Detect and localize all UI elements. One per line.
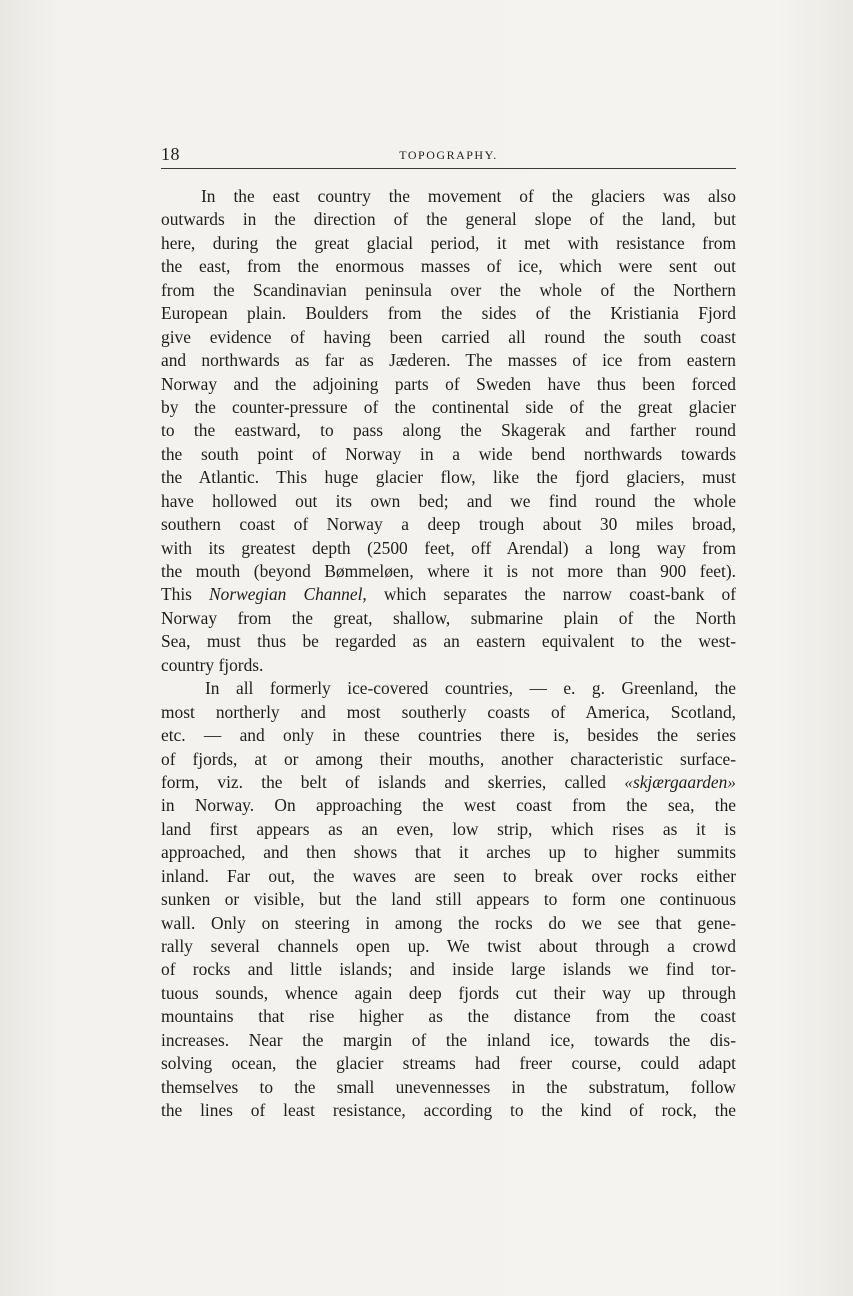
text-line: mountains that rise higher as the distance from the coast [161,1006,736,1027]
text-line: the Atlantic. This huge glacier flow, like the fjord glaciers, must [161,467,736,488]
text-line: outwards in the direction of the general slope of the land, but [161,209,736,230]
text-line: from the Scandinavian peninsula over the whole of the Northern [161,279,736,300]
text-line: approached, and then shows that it arches up to higher summits [161,842,736,863]
text-line: in Norway. On approaching the west coast from the sea, the [161,795,736,816]
text-line: give evidence of having been carried all round the south coast [161,326,736,347]
text-line: Sea, must thus be regarded as an eastern equivalent to the west- [161,631,736,652]
italic-term: Norwegian [209,584,287,605]
text-line: the lines of least resistance, according to the kind of rock, the [161,1100,736,1121]
text-line: tuous sounds, whence again deep fjords cut their way up through [161,982,736,1003]
italic-term: «skjærgaarden» [624,771,736,792]
text-line: In the east country the movement of the glaciers was also [201,186,736,206]
text-line-italic-term [161,771,736,794]
text-line: by the counter-pressure of the continental side of the great glacier [161,396,736,417]
text-line: here, during the great glacial period, it met with resistance from [161,232,736,253]
text-line: most northerly and most southerly coasts of America, Scotland, [161,701,736,722]
text-line: the south point of Norway in a wide bend northwards towards [161,443,736,464]
text-line: rally several channels open up. We twist about through a crowd [161,936,736,956]
text-line: country fjords. [161,654,264,675]
text-line: land first appears as an even, low strip, which rises as it is [161,818,736,839]
text-line: the east, from the enormous masses of ice, which were sent out [161,256,736,277]
text-line: European plain. Boulders from the sides of the Kristiania Fjord [161,303,736,324]
text-line: In all formerly ice-covered countries, — e. g. Greenland, the [205,678,736,699]
text-prefix: form, viz. the belt of islands and skerries, called [161,771,625,792]
text-line: solving ocean, the glacier streams had freer course, could adapt [161,1053,736,1074]
text-line: southern coast of Norway a deep trough about 30 miles broad, [161,514,736,535]
text-line: to the eastward, to pass along the Skagerak and farther round [161,420,736,441]
text-prefix: This [161,584,210,605]
page-number: 18 [161,144,180,164]
running-head: TOPOGRAPHY. [399,148,498,162]
text-line: of rocks and little islands; and inside large islands we find tor- [161,959,736,980]
text-line: themselves to the small unevennesses in the substratum, follow [161,1076,736,1097]
text-suffix: which separates the narrow coast-bank of [366,584,736,605]
text-line: the mouth (beyond Bømmeløen, where it is not more than 900 feet). [161,561,736,581]
body-text [161,185,736,1123]
text-line: inland. Far out, the waves are seen to break over rocks either [161,865,736,886]
text-line: sunken or visible, but the land still appears to form one continuous [161,889,736,910]
page-header [161,140,736,169]
text-line: Norway and the adjoining parts of Sweden have thus been forced [161,373,736,394]
text-line: Norway from the great, shallow, submarine plain of the North [161,607,736,628]
text-line: and northwards as far as Jæderen. The masses of ice from eastern [161,350,736,371]
text-line: etc. — and only in these countries there is, besides the series [161,725,736,746]
text-line: increases. Near the margin of the inland ice, towards the dis- [161,1029,736,1050]
text-line: have hollowed out its own bed; and we find round the whole [161,490,736,511]
italic-term-channel: Channel, [303,584,367,605]
text-line: wall. Only on steering in among the rocks do we see that gene- [161,912,736,933]
text-line: of fjords, at or among their mouths, another characteristic surface- [161,748,736,769]
text-line: with its greatest depth (2500 feet, off Arendal) a long way from [161,537,736,558]
text-line-italic-term [161,583,736,606]
